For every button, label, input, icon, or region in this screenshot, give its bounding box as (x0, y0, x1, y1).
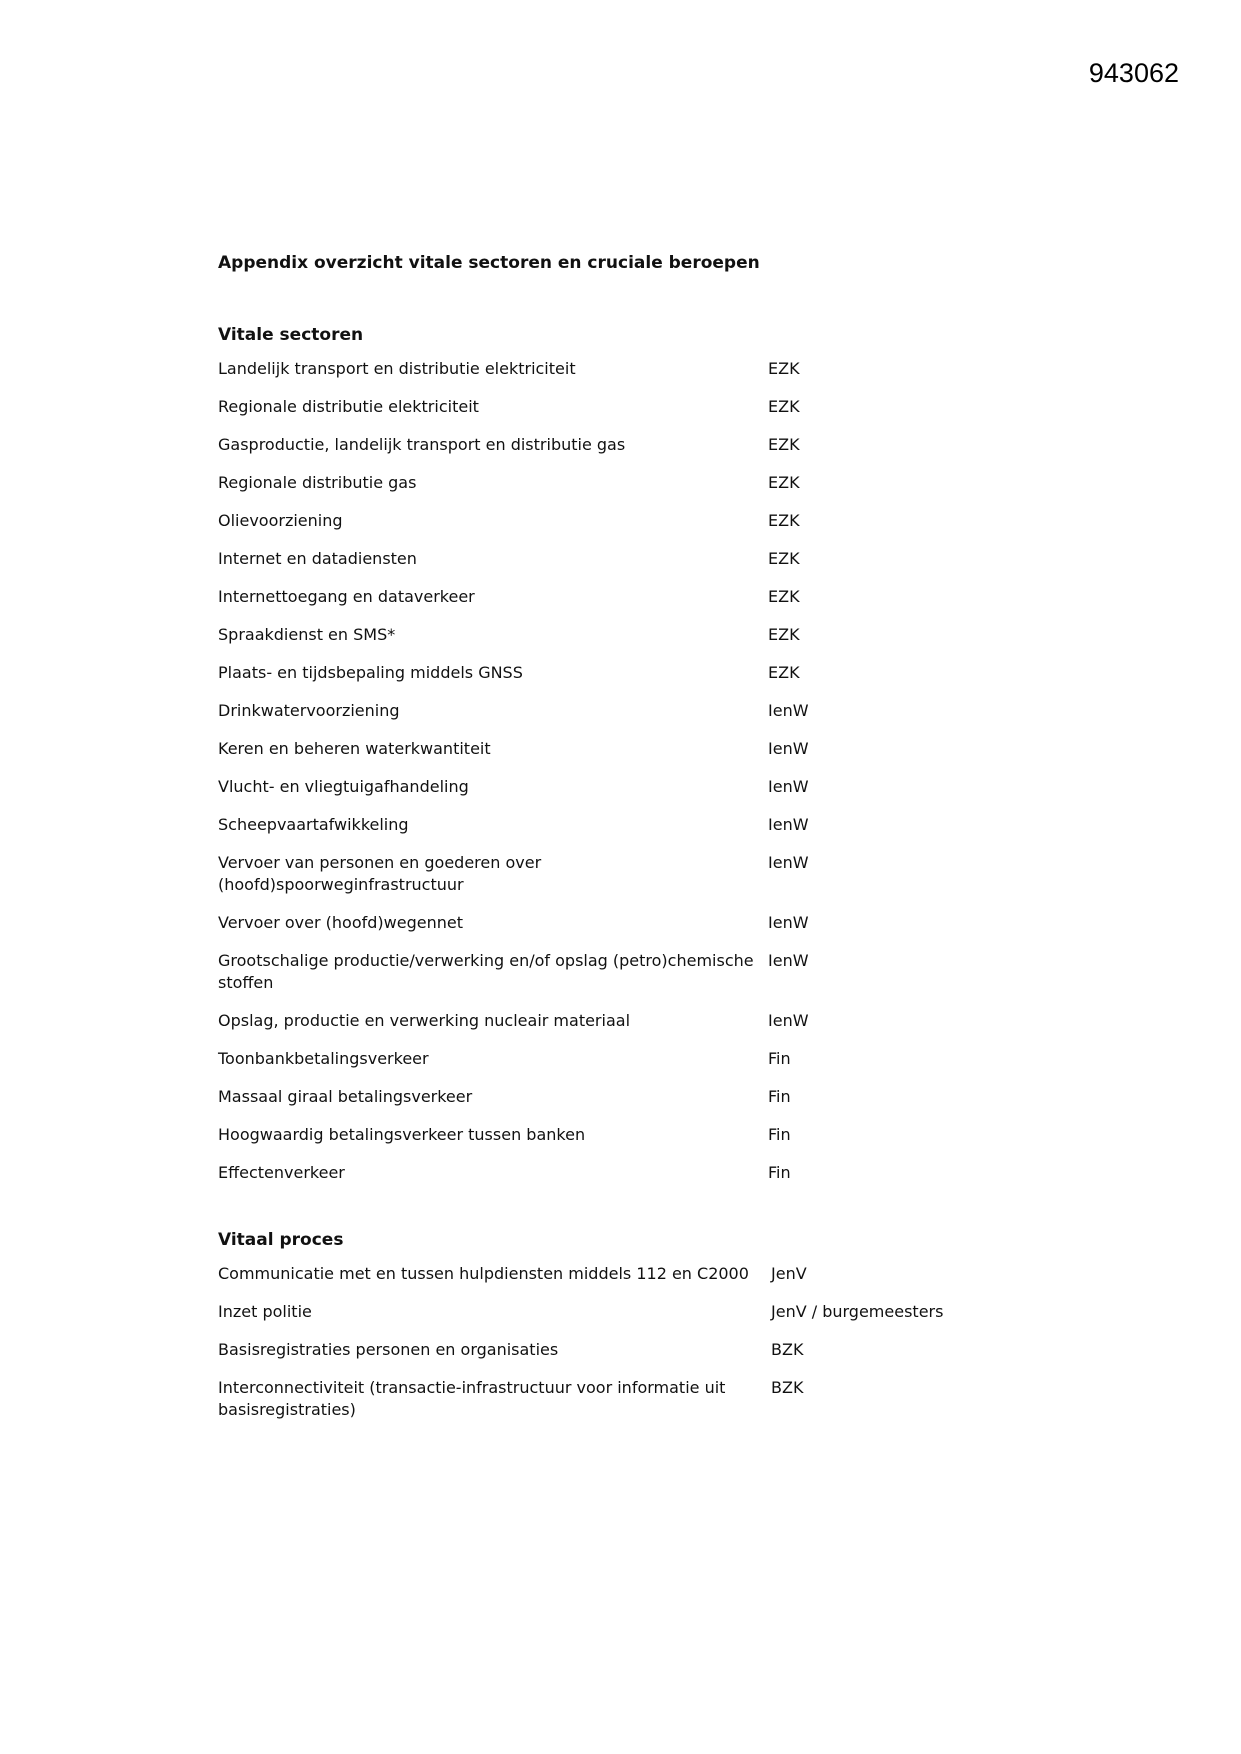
row-owner: Fin (768, 1049, 791, 1068)
row-label: Vervoer over (hoofd)wegennet (218, 913, 463, 932)
row-label: Toonbankbetalingsverkeer (218, 1049, 429, 1068)
row-label: Landelijk transport en distributie elektriciteit (218, 359, 576, 378)
document-body (218, 250, 1018, 1437)
row-owner: EZK (768, 663, 800, 682)
section-vitale-sectoren (218, 322, 1018, 1184)
section-title: Vitaal proces (218, 1230, 344, 1250)
row-label: Massaal giraal betalingsverkeer (218, 1087, 473, 1106)
table-row (218, 396, 1018, 418)
row-owner: EZK (768, 625, 800, 644)
table-row (218, 662, 1018, 684)
row-label: Vervoer van personen en goederen over (hoofd)spoorweginfrastructuur (218, 853, 542, 894)
row-owner: Fin (768, 1163, 791, 1182)
row-owner: EZK (768, 549, 800, 568)
table-row (218, 700, 1018, 722)
row-label: Drinkwatervoorziening (218, 701, 400, 720)
table-row (218, 1048, 1018, 1070)
row-label: Effectenverkeer (218, 1163, 345, 1182)
table-row (218, 624, 1018, 646)
row-owner: BZK (771, 1378, 804, 1397)
table-row (218, 852, 1018, 896)
row-owner: EZK (768, 473, 800, 492)
row-label: Gasproductie, landelijk transport en distributie gas (218, 435, 626, 454)
table-row (218, 1339, 1018, 1361)
table-row (218, 1263, 1018, 1285)
section-title: Vitale sectoren (218, 325, 364, 345)
table-row (218, 950, 1018, 994)
row-label: Communicatie met en tussen hulpdiensten middels 112 en C2000 (218, 1264, 749, 1283)
row-label: Scheepvaartafwikkeling (218, 815, 409, 834)
row-owner: IenW (768, 815, 809, 834)
row-label: Olievoorziening (218, 511, 343, 530)
table-row (218, 548, 1018, 570)
row-label: Keren en beheren waterkwantiteit (218, 739, 491, 758)
row-label: Spraakdienst en SMS* (218, 625, 396, 644)
table-row (218, 814, 1018, 836)
table-row (218, 1301, 1018, 1323)
row-label: Hoogwaardig betalingsverkeer tussen banken (218, 1125, 586, 1144)
row-owner: IenW (768, 777, 809, 796)
row-label: Opslag, productie en verwerking nucleair materiaal (218, 1011, 631, 1030)
row-label: Grootschalige productie/verwerking en/of opslag (petro)chemische stoffen (218, 951, 754, 992)
row-label: Plaats- en tijdsbepaling middels GNSS (218, 663, 523, 682)
row-label: Inzet politie (218, 1302, 312, 1321)
row-owner: IenW (768, 701, 809, 720)
row-owner: IenW (768, 739, 809, 758)
row-owner: EZK (768, 397, 800, 416)
table-row (218, 912, 1018, 934)
row-owner: Fin (768, 1087, 791, 1106)
row-label: Regionale distributie elektriciteit (218, 397, 479, 416)
table-row (218, 776, 1018, 798)
table-row (218, 1010, 1018, 1032)
section-vitaal-proces (218, 1227, 1018, 1421)
row-label: Basisregistraties personen en organisaties (218, 1340, 559, 1359)
row-owner: EZK (768, 435, 800, 454)
table-row (218, 738, 1018, 760)
row-label: Interconnectiviteit (transactie-infrastructuur voor informatie uit basisregistraties) (218, 1378, 726, 1419)
process-list (218, 1263, 1018, 1421)
table-row (218, 1124, 1018, 1146)
table-row (218, 434, 1018, 456)
row-owner: EZK (768, 587, 800, 606)
document-number: 943062 (1088, 58, 1179, 88)
table-row (218, 472, 1018, 494)
row-owner: IenW (768, 1011, 809, 1030)
table-row (218, 586, 1018, 608)
table-row (218, 510, 1018, 532)
page-title: Appendix overzicht vitale sectoren en cruciale beroepen (218, 253, 760, 273)
row-owner: Fin (768, 1125, 791, 1144)
sector-list (218, 358, 1018, 1184)
row-owner: EZK (768, 359, 800, 378)
row-label: Internet en datadiensten (218, 549, 417, 568)
row-owner: BZK (771, 1340, 804, 1359)
table-row (218, 1162, 1018, 1184)
row-owner: IenW (768, 853, 809, 872)
row-label: Vlucht- en vliegtuigafhandeling (218, 777, 469, 796)
table-row (218, 1086, 1018, 1108)
row-label: Regionale distributie gas (218, 473, 417, 492)
row-owner: IenW (768, 913, 809, 932)
row-owner: JenV / burgemeesters (771, 1302, 944, 1321)
row-owner: EZK (768, 511, 800, 530)
table-row (218, 358, 1018, 380)
row-owner: JenV (771, 1264, 807, 1283)
table-row (218, 1377, 1018, 1421)
row-label: Internettoegang en dataverkeer (218, 587, 475, 606)
row-owner: IenW (768, 951, 809, 970)
